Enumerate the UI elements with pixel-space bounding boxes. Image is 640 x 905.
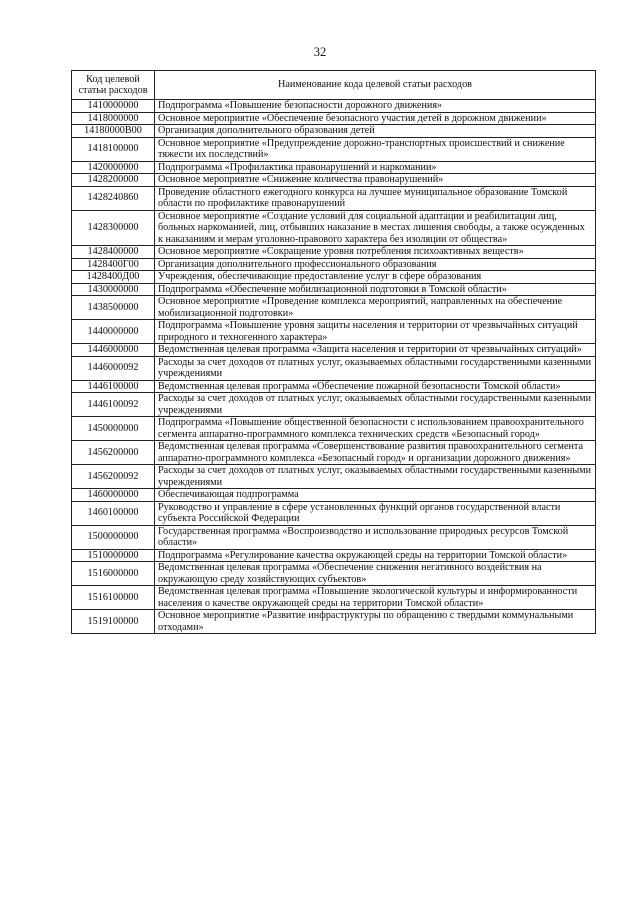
row-name: Руководство и управление в сфере установленных функций органов государственной власти субъекта Российской Федерации xyxy=(155,501,596,525)
row-name: Основное мероприятие «Создание условий для социальной адаптации и реабилитации лиц, больных наркоманией, лиц, отбывших наказание в местах лишения свободы, а также осужденных к наказаниям и мерам уголовно-правового характера без изоляции от общества» xyxy=(155,210,596,246)
table-row xyxy=(72,210,596,246)
row-code: 1450000000 xyxy=(72,417,155,441)
table-row xyxy=(72,161,596,174)
table-row xyxy=(72,320,596,344)
row-name: Основное мероприятие «Сокращение уровня потребления психоактивных веществ» xyxy=(155,246,596,259)
table-row xyxy=(72,417,596,441)
row-code: 1460100000 xyxy=(72,501,155,525)
row-code: 1420000000 xyxy=(72,161,155,174)
page-number: 32 xyxy=(313,45,327,59)
row-code: 1440000000 xyxy=(72,320,155,344)
table-row xyxy=(72,296,596,320)
table-row xyxy=(72,356,596,380)
table-row xyxy=(72,501,596,525)
row-code: 1446100092 xyxy=(72,393,155,417)
row-name: Ведомственная целевая программа «Обеспечение пожарной безопасности Томской области» xyxy=(155,380,596,393)
row-code: 1510000000 xyxy=(72,549,155,562)
row-name: Подпрограмма «Регулирование качества окружающей среды на территории Томской области» xyxy=(155,549,596,562)
row-code: 1438500000 xyxy=(72,296,155,320)
target-expense-codes-table xyxy=(71,70,596,634)
row-code: 1456200092 xyxy=(72,465,155,489)
table-row xyxy=(72,393,596,417)
row-name: Организация дополнительного образования детей xyxy=(155,125,596,138)
table-row xyxy=(72,562,596,586)
row-name: Основное мероприятие «Обеспечение безопасного участия детей в дорожном движении» xyxy=(155,112,596,125)
row-name: Подпрограмма «Повышение общественной безопасности с использованием правоохранительного сегмента аппаратно-программного комплекса технических средств «Безопасный город» xyxy=(155,417,596,441)
table-header-row xyxy=(72,71,596,100)
table-row xyxy=(72,125,596,138)
row-code: 1418000000 xyxy=(72,112,155,125)
row-name: Организация дополнительного профессионального образования xyxy=(155,258,596,271)
row-name: Ведомственная целевая программа «Обеспечение снижения негативного воздействия на окружающую среду хозяйствующих субъектов» xyxy=(155,562,596,586)
table-row xyxy=(72,283,596,296)
row-code: 1428300000 xyxy=(72,210,155,246)
row-code: 1516100000 xyxy=(72,586,155,610)
row-name: Обеспечивающая подпрограмма xyxy=(155,489,596,502)
row-code: 1446000000 xyxy=(72,344,155,357)
row-name: Основное мероприятие «Предупреждение дорожно-транспортных происшествий и снижение тяжести их последствий» xyxy=(155,137,596,161)
table-row xyxy=(72,344,596,357)
row-name: Проведение областного ежегодного конкурса на лучшее муниципальное образование Томской области по профилактике правонарушений xyxy=(155,186,596,210)
table-row xyxy=(72,271,596,284)
row-code: 1428400000 xyxy=(72,246,155,259)
row-name: Расходы за счет доходов от платных услуг, оказываемых областными государственными казенными учреждениями xyxy=(155,356,596,380)
row-name: Основное мероприятие «Проведение комплекса мероприятий, направленных на обеспечение мобилизационной подготовки» xyxy=(155,296,596,320)
row-name: Подпрограмма «Повышение безопасности дорожного движения» xyxy=(155,100,596,113)
header-name: Наименование кода целевой статьи расходов xyxy=(155,71,596,100)
row-code: 1428400Д00 xyxy=(72,271,155,284)
table-row xyxy=(72,525,596,549)
table-row xyxy=(72,586,596,610)
table-row xyxy=(72,174,596,187)
row-code: 1460000000 xyxy=(72,489,155,502)
table-row xyxy=(72,100,596,113)
table-row xyxy=(72,186,596,210)
table-row xyxy=(72,246,596,259)
row-name: Основное мероприятие «Снижение количества правонарушений» xyxy=(155,174,596,187)
table-row xyxy=(72,549,596,562)
table-row xyxy=(72,441,596,465)
row-code: 1428240860 xyxy=(72,186,155,210)
table-row xyxy=(72,137,596,161)
row-code: 1410000000 xyxy=(72,100,155,113)
row-code: 1428400Г00 xyxy=(72,258,155,271)
row-name: Подпрограмма «Профилактика правонарушений и наркомании» xyxy=(155,161,596,174)
row-code: 1516000000 xyxy=(72,562,155,586)
row-name: Расходы за счет доходов от платных услуг, оказываемых областными государственными казенными учреждениями xyxy=(155,393,596,417)
row-name: Расходы за счет доходов от платных услуг, оказываемых областными государственными казенными учреждениями xyxy=(155,465,596,489)
header-code: Код целевой статьи расходов xyxy=(72,71,155,100)
row-name: Ведомственная целевая программа «Совершенствование развития правоохранительного сегмента аппаратно-программного комплекса «Безопасный город» и организации дорожного движения» xyxy=(155,441,596,465)
row-code: 1519100000 xyxy=(72,610,155,634)
row-name: Подпрограмма «Обеспечение мобилизационной подготовки в Томской области» xyxy=(155,283,596,296)
row-name: Учреждения, обеспечивающие предоставление услуг в сфере образования xyxy=(155,271,596,284)
row-name: Ведомственная целевая программа «Повышение экологической культуры и информированности населения о качестве окружающей среды на территории Томской области» xyxy=(155,586,596,610)
table-row xyxy=(72,610,596,634)
row-code: 1456200000 xyxy=(72,441,155,465)
row-code: 1430000000 xyxy=(72,283,155,296)
row-name: Основное мероприятие «Развитие инфраструктуры по обращению с твердыми коммунальными отходами» xyxy=(155,610,596,634)
table-row xyxy=(72,112,596,125)
row-code: 1446100000 xyxy=(72,380,155,393)
row-code: 1446000092 xyxy=(72,356,155,380)
table-body xyxy=(72,100,596,634)
row-code: 1428200000 xyxy=(72,174,155,187)
table-row xyxy=(72,489,596,502)
table-row xyxy=(72,465,596,489)
row-name: Государственная программа «Воспроизводство и использование природных ресурсов Томской области» xyxy=(155,525,596,549)
row-code: 14180000В00 xyxy=(72,125,155,138)
table-row xyxy=(72,258,596,271)
row-name: Подпрограмма «Повышение уровня защиты населения и территории от чрезвычайных ситуаций природного и техногенного характера» xyxy=(155,320,596,344)
row-name: Ведомственная целевая программа «Защита населения и территории от чрезвычайных ситуаций» xyxy=(155,344,596,357)
table-row xyxy=(72,380,596,393)
row-code: 1500000000 xyxy=(72,525,155,549)
row-code: 1418100000 xyxy=(72,137,155,161)
